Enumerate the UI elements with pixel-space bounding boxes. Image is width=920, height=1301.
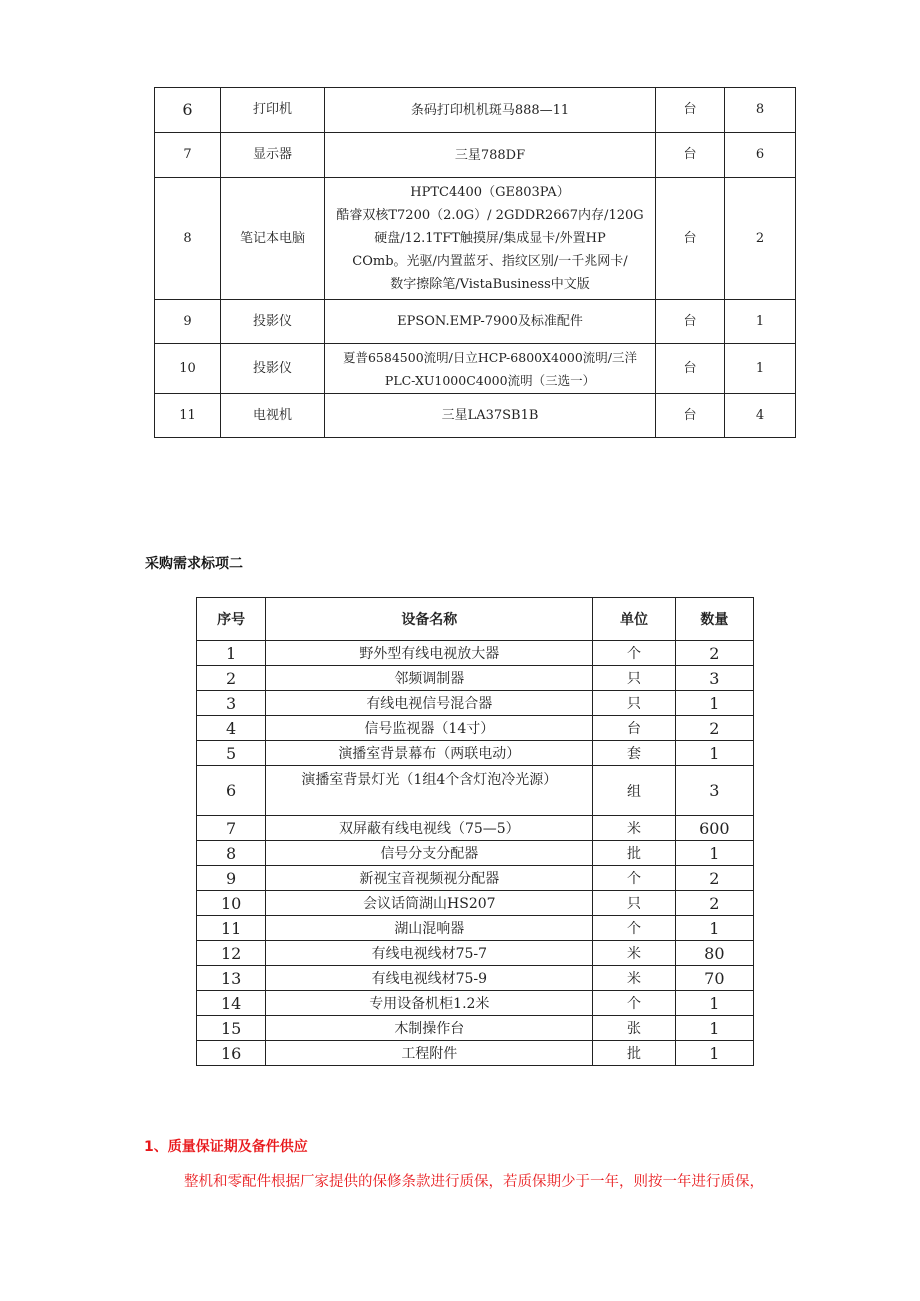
table-row [155,344,796,394]
equipment-table-1 [154,87,796,438]
row-number: 12 [197,941,266,966]
item-name: 有线电视线材75-7 [266,941,593,966]
item-qty: 2 [675,716,753,741]
item-unit: 只 [593,666,675,691]
table-row [197,716,754,741]
item-qty: 3 [675,666,753,691]
item-qty: 1 [675,916,753,941]
table-row [197,841,754,866]
item-unit: 台 [656,344,725,394]
row-number: 6 [155,88,221,133]
table-row [155,394,796,438]
item-spec: 条码打印机机斑马888—11 [325,88,656,133]
item-name: 演播室背景幕布（两联电动） [266,741,593,766]
row-number: 9 [155,300,221,344]
item-name: 打印机 [221,88,325,133]
item-spec: 三星LA37SB1B [325,394,656,438]
table-row [197,966,754,991]
row-number: 16 [197,1041,266,1066]
item-unit: 套 [593,741,675,766]
header-unit: 单位 [593,598,675,641]
item-unit: 台 [656,88,725,133]
item-qty: 2 [675,641,753,666]
item-name: 投影仪 [221,300,325,344]
header-no: 序号 [197,598,266,641]
table-row [197,666,754,691]
item-unit: 台 [656,300,725,344]
item-qty: 2 [675,866,753,891]
row-number: 9 [197,866,266,891]
item-unit: 台 [593,716,675,741]
item-qty: 6 [725,133,796,178]
item-qty: 1 [675,991,753,1016]
item-qty: 1 [675,1016,753,1041]
item-unit: 米 [593,966,675,991]
table-row [155,300,796,344]
item-qty: 3 [675,766,753,816]
item-qty: 2 [675,891,753,916]
item-qty: 1 [675,741,753,766]
row-number: 8 [197,841,266,866]
item-unit: 批 [593,1041,675,1066]
item-qty: 1 [675,841,753,866]
section-heading-lot-2: 采购需求标项二 [145,556,243,572]
warranty-paragraph: 整机和零配件根据厂家提供的保修条款进行质保，若质保期少于一年，则按一年进行质保， [184,1174,764,1190]
item-qty: 2 [725,178,796,300]
item-name: 有线电视信号混合器 [266,691,593,716]
row-number: 11 [155,394,221,438]
table-row [197,766,754,816]
item-name: 会议话筒湖山HS207 [266,891,593,916]
row-number: 3 [197,691,266,716]
section-heading-warranty: 1、质量保证期及备件供应 [144,1139,308,1155]
item-qty: 1 [675,691,753,716]
item-unit: 组 [593,766,675,816]
item-name: 野外型有线电视放大器 [266,641,593,666]
table-row [197,641,754,666]
item-name: 新视宝音视频视分配器 [266,866,593,891]
table-row [197,1041,754,1066]
table-row [197,1016,754,1041]
item-qty: 8 [725,88,796,133]
row-number: 2 [197,666,266,691]
row-number: 1 [197,641,266,666]
row-number: 7 [155,133,221,178]
row-number: 8 [155,178,221,300]
item-qty: 4 [725,394,796,438]
item-spec: HPTC4400（GE803PA） 酷睿双核T7200（2.0G）/ 2GDDR2667内存/120G 硬盘/12.1TFT触摸屏/集成显卡/外置HP COmb。光驱/内置蓝牙、指纹区别/一千兆网卡/ 数字擦除笔/VistaBusiness中文版 [325,178,656,300]
item-name: 木制操作台 [266,1016,593,1041]
item-unit: 米 [593,941,675,966]
row-number: 14 [197,991,266,1016]
item-qty: 1 [675,1041,753,1066]
table-row [155,133,796,178]
row-number: 11 [197,916,266,941]
item-unit: 台 [656,133,725,178]
table-row [197,991,754,1016]
header-qty: 数量 [675,598,753,641]
item-name: 湖山混响器 [266,916,593,941]
item-unit: 只 [593,691,675,716]
item-name: 显示器 [221,133,325,178]
item-name: 信号监视器（14寸） [266,716,593,741]
item-unit: 批 [593,841,675,866]
item-qty: 70 [675,966,753,991]
item-qty: 1 [725,344,796,394]
row-number: 10 [155,344,221,394]
row-number: 15 [197,1016,266,1041]
table-row [197,691,754,716]
header-name: 设备名称 [266,598,593,641]
item-spec: EPSON.EMP-7900及标准配件 [325,300,656,344]
item-name: 信号分支分配器 [266,841,593,866]
row-number: 7 [197,816,266,841]
table-header-row [197,598,754,641]
item-name: 演播室背景灯光（1组4个含灯泡冷光源） [266,766,593,816]
table-row [197,741,754,766]
table-row [197,866,754,891]
item-unit: 个 [593,641,675,666]
row-number: 6 [197,766,266,816]
table-row [155,88,796,133]
item-name: 电视机 [221,394,325,438]
item-name: 专用设备机柜1.2米 [266,991,593,1016]
item-qty: 600 [675,816,753,841]
item-name: 笔记本电脑 [221,178,325,300]
table-row [197,816,754,841]
item-unit: 米 [593,816,675,841]
item-unit: 台 [656,178,725,300]
item-unit: 只 [593,891,675,916]
row-number: 13 [197,966,266,991]
item-unit: 个 [593,916,675,941]
item-qty: 80 [675,941,753,966]
equipment-table-2 [196,597,754,1066]
row-number: 5 [197,741,266,766]
item-unit: 个 [593,991,675,1016]
item-qty: 1 [725,300,796,344]
table-row [197,916,754,941]
item-name: 邻频调制器 [266,666,593,691]
table-row [197,891,754,916]
item-spec: 三星788DF [325,133,656,178]
item-spec: 夏普6584500流明/日立HCP-6800X4000流明/三洋 PLC-XU1000C4000流明（三选一） [325,344,656,394]
table-row [155,178,796,300]
item-name: 有线电视线材75-9 [266,966,593,991]
item-name: 投影仪 [221,344,325,394]
item-unit: 个 [593,866,675,891]
table-row [197,941,754,966]
item-unit: 张 [593,1016,675,1041]
item-name: 双屏蔽有线电视线（75—5） [266,816,593,841]
item-unit: 台 [656,394,725,438]
row-number: 4 [197,716,266,741]
item-name: 工程附件 [266,1041,593,1066]
row-number: 10 [197,891,266,916]
